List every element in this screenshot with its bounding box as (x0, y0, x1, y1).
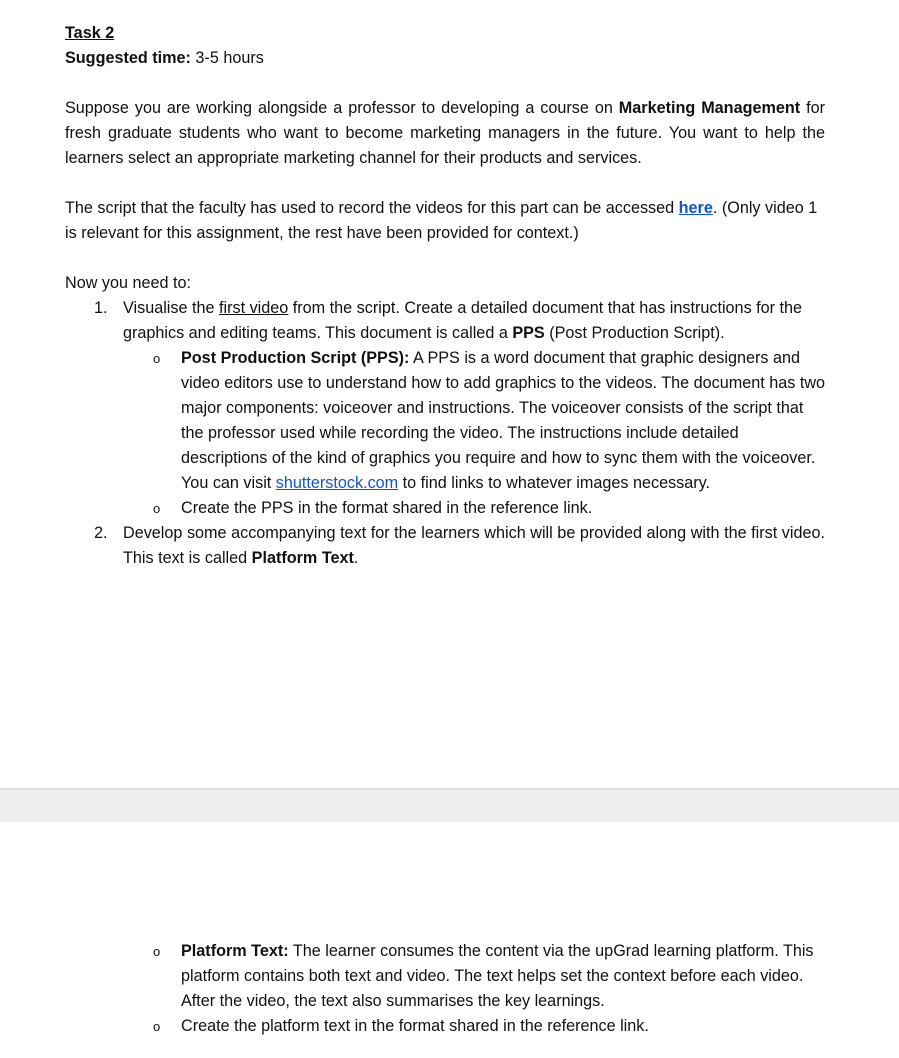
sub-list-2 (65, 939, 825, 1039)
sub-item-platform-text: o Platform Text: The learner consumes the content via the upGrad learning platform. This platform contains both text and video. The text helps set the context before each video. After the video, the text also summarises the key learnings. (181, 939, 825, 1014)
intro-paragraph: Suppose you are working alongside a professor to developing a course on Marketing Management for fresh graduate students who want to become marketing managers in the future. You want to help the learners select an appropriate marketing channel for their products and services. (65, 99, 825, 167)
here-link[interactable]: here (678, 199, 713, 217)
sub-item-create-platform-text: o Create the platform text in the format shared in the reference link. (181, 1014, 825, 1039)
page-break (0, 788, 899, 822)
document-page-2 (0, 822, 899, 1058)
script-paragraph: The script that the faculty has used to record the videos for this part can be accessed here. (Only video 1 is relevant for this assignment, the rest have been provided for context.) (65, 199, 818, 242)
list-item-2: 2. Develop some accompanying text for the learners which will be provided along with the first video. This text is called Platform Text. (94, 524, 825, 567)
page-2-content (65, 939, 825, 1039)
bullet-icon: o (153, 1019, 161, 1034)
need-to-heading: Now you need to: (65, 274, 191, 292)
task-title: Task 2 (65, 24, 115, 42)
first-video-text: first video (219, 299, 289, 317)
sub-list-1 (123, 346, 825, 521)
bullet-icon: o (153, 501, 161, 516)
suggested-time: Suggested time: 3-5 hours (65, 49, 264, 67)
bullet-icon: o (153, 944, 161, 959)
task-list (65, 296, 825, 571)
page-1-content (65, 21, 825, 571)
sub-item-pps: o Post Production Script (PPS): A PPS is a word document that graphic designers and video editors use to understand how to add graphics to the videos. The document has two major components: voiceover and instructions. The voiceover consists of the script that the professor used while recording the video. The instructions include detailed descriptions of the kind of graphics you require and how to sync them with the voiceover. You can visit shutterstock.com to find links to whatever images necessary. (181, 346, 825, 496)
sub-item-create-pps: o Create the PPS in the format shared in the reference link. (181, 496, 825, 521)
bullet-icon: o (153, 351, 161, 366)
shutterstock-link[interactable]: shutterstock.com (275, 474, 399, 492)
list-item-1: 1. Visualise the first video from the script. Create a detailed document that has instructions for the graphics and editing teams. This document is called a PPS (Post Production Script). o Post Production Script (PPS): A PPS is a word document that graphic designers and video editors use to understand how to add graphics to the videos. The document has two major components: voiceover and instructions. The voiceover consists of the script that the professor used while recording the video. The instructions include detailed descriptions of the kind of graphics you require and how to sync them with the voiceover. You can visit shutterstock.com to find links to whatever images necessary. o Create the PPS in the format shared in the reference link. (123, 296, 825, 521)
